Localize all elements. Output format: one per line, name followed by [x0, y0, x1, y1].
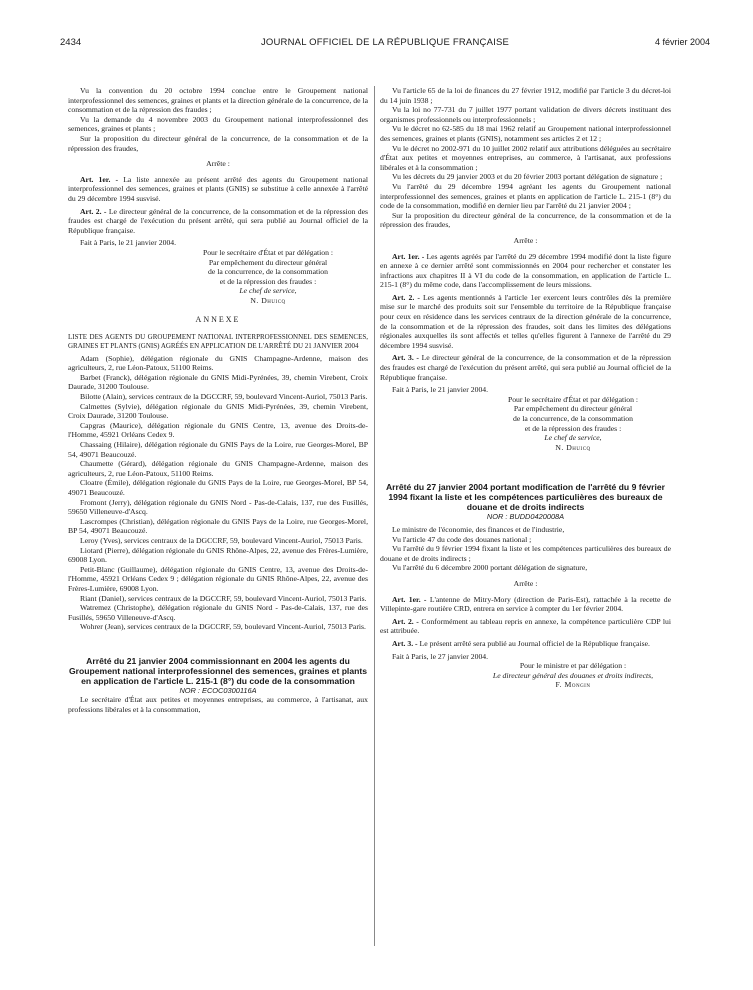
- signature-line: Par empêchement du directeur général: [208, 257, 328, 267]
- signature-role: Le directeur général des douanes et droits indirects,: [492, 670, 654, 680]
- agent-entry: Liotard (Pierre), délégation régionale du GNIS Rhône-Alpes, 22, avenue des Frères-Lumière, 69008 Lyon.: [68, 545, 368, 565]
- agent-entry: Adam (Sophie), délégation régionale du GNIS Champagne-Ardenne, maison des agriculteurs, 2, rue Léon-Patoux, 51100 Reims.: [68, 353, 368, 373]
- done-at: Fait à Paris, le 21 janvier 2004.: [392, 385, 489, 395]
- decree-title: Arrêté du 27 janvier 2004 portant modification de l'arrêté du 9 février 1994 fixant la liste et les compétences particulières des bureaux de douane et de droits indirects: [385, 482, 666, 513]
- article-1: [68, 175, 368, 204]
- article-3: Art. 3. - Le présent arrêté sera publié au Journal officiel de la République française.: [392, 638, 650, 648]
- visa-paragraph: Le ministre de l'économie, des finances et de l'industrie,: [392, 524, 565, 534]
- visa-paragraph: Vu l'article 47 du code des douanes national ;: [392, 534, 532, 544]
- article-label: Art. 1er. -: [80, 174, 119, 184]
- agents-list: [68, 354, 368, 632]
- done-at: Fait à Paris, le 21 janvier 2004.: [80, 238, 177, 248]
- agent-entry: Petit-Blanc (Guillaume), délégation régionale du GNIS Centre, 13, avenue des Droits-de-l'Homme, 45921 Orléans Cedex 9 ; délégation régionale du GNIS Rhône-Alpes, 22, avenue des Frères-Lumière, 69008 Lyon.: [68, 564, 368, 593]
- article-2: [68, 207, 368, 236]
- visa-paragraph: Vu la convention du 20 octobre 1994 conclue entre le Groupement national interprofessionnel des semences, graines et plants et la direction générale de la concurrence, de la consommation et de la répression des fraudes ;: [68, 86, 368, 115]
- visa-paragraph: Vu la loi no 77-731 du 7 juillet 1977 portant validation de divers décrets instituant des organismes professionnels ou interprofessionnels ;: [380, 105, 671, 124]
- article-1: Art. 1er. - Les agents agréés par l'arrêté du 29 décembre 1994 modifié dont la liste figure en annexe à ce dernier arrêté sont commissionnés en 2004 pour rechercher et constater les infractions aux chapitres II à VI du code de la consommation, en application de l'article L. 215-1 (8°) du même code, dans l'accomplissement de leurs missions.: [380, 251, 671, 290]
- agent-entry: Chassaing (Hilaire), délégation régionale du GNIS Pays de la Loire, rue Georges-Morel, BP 54, 49071 Beaucouzé.: [68, 440, 368, 459]
- visa-paragraph: Sur la proposition du directeur général de la concurrence, de la consommation et de la répression des fraudes,: [380, 210, 671, 230]
- nor-reference: NOR : BUDD0420008A: [486, 512, 565, 522]
- done-at: Fait à Paris, le 27 janvier 2004.: [392, 651, 489, 661]
- signature-line: Par empêchement du directeur général: [513, 404, 633, 414]
- signature-name: F. Mongin: [555, 680, 591, 690]
- article-2: Art. 2. - Conformément au tableau repris en annexe, la compétence particulière CDP lui est attribuée.: [380, 616, 672, 636]
- signature-name: N. Dhuicq: [250, 295, 286, 305]
- journal-title: JOURNAL OFFICIEL DE LA RÉPUBLIQUE FRANÇAISE: [260, 37, 510, 48]
- agent-entry: Lascrompes (Christian), délégation régionale du GNIS Pays de la Loire, rue Georges-Morel, BP 54, 49071 Beaucouzé.: [68, 516, 368, 536]
- column-divider: [374, 86, 375, 946]
- article-text: La liste annexée au présent arrêté des agents du Groupement national interprofessionnel des semences, graines et plants (GNIS) se substitue à celle annexée à l'arrêté du 29 décembre 1994 susvisé.: [68, 174, 369, 203]
- nor-reference: NOR : ECOC0300116A: [179, 685, 257, 695]
- annexe-heading: ANNEXE: [195, 315, 241, 325]
- visa-paragraph: Vu le décret no 62-585 du 18 mai 1962 relatif au Groupement national interprofessionnel des semences, graines et plants (GNIS), notamment ses articles 2 et 12 ;: [380, 124, 671, 143]
- right-column: [380, 86, 671, 690]
- agent-entry: Chaumette (Gérard), délégation régionale du GNIS Champagne-Ardenne, maison des agriculteurs, 2, rue Léon-Patoux, 51100 Reims.: [68, 459, 368, 478]
- signature-line: Pour le secrétaire d'État et par délégation :: [202, 247, 334, 257]
- article-text: Le directeur général de la concurrence, de la consommation et de la répression des fraudes est chargé de l'exécution du présent arrêté, qui sera publié au Journal officiel de la République française.: [68, 206, 369, 235]
- article-3: Art. 3. - Le directeur général de la concurrence, de la consommation et de la répression des fraudes est chargé de l'exécution du présent arrêté, qui sera publié au Journal officiel de la République française.: [380, 353, 672, 382]
- page-number: 2434: [60, 37, 82, 48]
- agent-entry: Watremez (Christophe), délégation régionale du GNIS Nord - Pas-de-Calais, 137, rue des Fusillés, 59650 Villeneuve-d'Ascq.: [68, 603, 368, 622]
- decree-intro: Le secrétaire d'État aux petites et moyennes entreprises, au commerce, à l'artisanat, aux professions libérales et à la consommation,: [68, 695, 368, 715]
- agent-entry: Leroy (Yves), services centraux de la DGCCRF, 59, boulevard Vincent-Auriol, 75013 Paris.: [80, 535, 363, 545]
- article-2: Art. 2. - Les agents mentionnés à l'article 1er exercent leurs contrôles dès la première mise sur le marché des produits soit sur l'ensemble du territoire de la République française pour ceux en résidence dans les services centraux de la direction générale de la concurrence, de la consommation et de la répression des fraudes, soit dans les limites des délégations régionales auxquelles ils sont affectés et telles qu'elles figurent à l'annexe de l'arrêté du 29 décembre 1994 susvisé.: [380, 292, 671, 350]
- decree-title: Arrêté du 21 janvier 2004 commissionnant en 2004 les agents du Groupement national interprofessionnel des semences, graines et plants en application de l'article L. 215-1 (8°) du code de la consommation: [69, 655, 367, 686]
- issue-date: 4 février 2004: [654, 37, 710, 47]
- arrete-heading: Arrête :: [513, 578, 538, 588]
- signature-line: de la concurrence, de la consommation: [513, 414, 633, 423]
- signature-line: de la concurrence, de la consommation: [208, 267, 328, 277]
- signature-block: [475, 661, 671, 690]
- signature-line: et de la répression des fraudes :: [219, 276, 317, 286]
- signature-block: [168, 248, 368, 306]
- signature-role: Le chef de service,: [544, 433, 602, 443]
- visa-paragraph: Vu la demande du 4 novembre 2003 du Groupement national interprofessionnel des semences, graines et plants ;: [68, 114, 368, 134]
- left-column: [68, 86, 368, 715]
- signature-line: Pour le secrétaire d'État et par délégation :: [507, 394, 639, 404]
- signature-line: Pour le ministre et par délégation :: [519, 661, 627, 671]
- visa-paragraph: Vu l'article 65 de la loi de finances du 27 février 1912, modifié par l'article 3 du décret-loi du 14 juin 1938 ;: [380, 86, 671, 105]
- agent-entry: Bilotte (Alain), services centraux de la DGCCRF, 59, boulevard Vincent-Auriol, 75013 Paris.: [80, 392, 368, 402]
- signature-block: [475, 395, 671, 453]
- agent-entry: Calmettes (Sylvie), délégation régionale du GNIS Midi-Pyrénées, 39, chemin Virebent, Croix Daurade, 31200 Toulouse.: [68, 401, 368, 421]
- agent-entry: Barbet (Franck), délégation régionale du GNIS Midi-Pyrénées, 39, chemin Virebent, Croix Daurade, 31200 Toulouse.: [68, 372, 368, 392]
- agent-entry: Wohrer (Jean), services centraux de la DGCCRF, 59, boulevard Vincent-Auriol, 75013 Paris.: [80, 622, 366, 632]
- visa-paragraph: Vu le décret no 2002-971 du 10 juillet 2002 relatif aux attributions déléguées au secrétaire d'État aux petites et moyennes entreprises, au commerce, à l'artisanat, aux professions libérales et à la consommation ;: [380, 143, 671, 172]
- visa-paragraph: Sur la proposition du directeur général de la concurrence, de la consommation et de la répression des fraudes,: [68, 133, 368, 153]
- page-header: [60, 37, 710, 51]
- visa-paragraph: Vu l'arrêté du 9 février 1994 fixant la liste et les compétences particulières des bureaux de douane et de droits indirects ;: [380, 544, 671, 563]
- article-1: Art. 1er. - L'antenne de Mitry-Mory (direction de Paris-Est), rattachée à la recette de Villepinte-gare routière CRD, entrera en service à compter du 1er février 2004.: [380, 594, 672, 614]
- visa-paragraph: Vu l'arrêté du 6 décembre 2000 portant délégation de signature,: [392, 563, 588, 573]
- agent-entry: Fromont (Jerry), délégation régionale du GNIS Nord - Pas-de-Calais, 137, rue des Fusillés, 59650 Villeneuve-d'Ascq.: [68, 497, 368, 517]
- article-label: Art. 2. -: [80, 206, 107, 216]
- agent-entry: Riant (Daniel), services centraux de la DGCCRF, 59, boulevard Vincent-Auriol, 75013 Paris.: [80, 593, 367, 603]
- signature-line: et de la répression des fraudes :: [524, 423, 622, 433]
- signature-name: N. Dhuicq: [555, 442, 591, 452]
- visa-paragraph: Vu l'arrêté du 29 décembre 1994 agréant les agents du Groupement national interprofessionnel des semences, graines et plants en application de l'article L. 215-1 (8°) du code de la consommation, modifié en dernier lieu par l'arrêté du 21 janvier 2004 ;: [380, 181, 671, 211]
- arrete-heading: Arrête :: [513, 235, 538, 245]
- agent-entry: Capgras (Maurice), délégation régionale du GNIS Centre, 13, avenue des Droits-de-l'Homme, 45921 Orléans Cedex 9.: [68, 420, 368, 440]
- signature-role: Le chef de service,: [239, 286, 297, 296]
- arrete-heading: Arrête :: [206, 159, 230, 169]
- agent-entry: Cloatre (Émile), délégation régionale du GNIS Pays de la Loire, rue Georges-Morel, BP 54, 49071 Beaucouzé.: [68, 478, 368, 497]
- annexe-title: LISTE DES AGENTS DU GROUPEMENT NATIONAL INTERPROFESSIONNEL DES SEMENCES, GRAINES ET PLANTS (GNIS) AGRÉÉS EN APPLICATION DE L'ARRÊTÉ DU 21 JANVIER 2004: [68, 333, 368, 350]
- visa-paragraph: Vu les décrets du 29 janvier 2003 et du 20 février 2003 portant délégation de signature ;: [392, 172, 663, 182]
